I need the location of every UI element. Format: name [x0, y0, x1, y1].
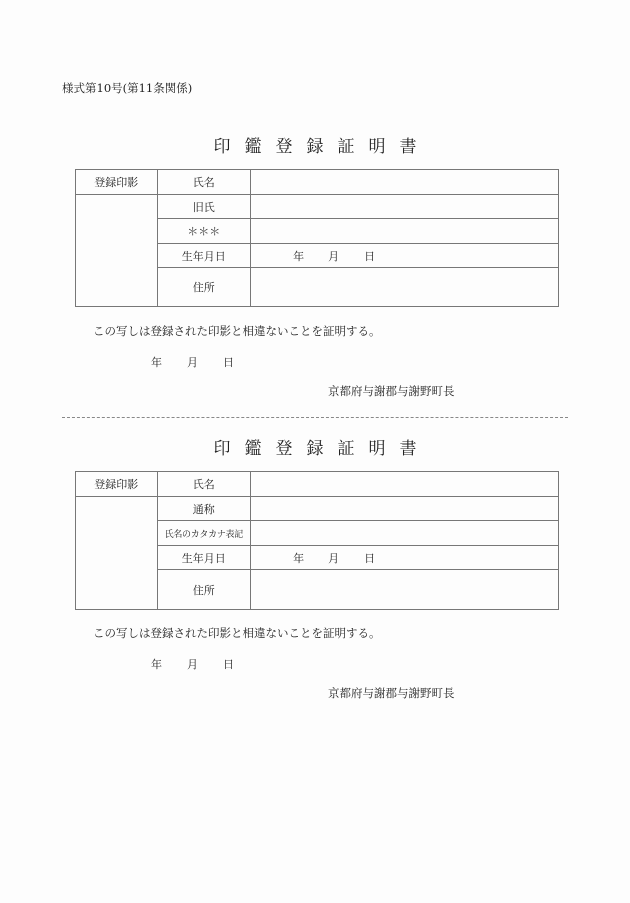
year-label: 年 [293, 249, 305, 263]
issuer-name: 京都府与謝郡与謝野町長 [328, 384, 455, 398]
month-label: 月 [187, 658, 198, 671]
row-value-katakana-name [251, 521, 559, 546]
day-label: 日 [364, 249, 376, 263]
row-value-birthdate [251, 244, 559, 268]
row-label-name: 氏名 [157, 170, 251, 195]
month-label: 月 [187, 356, 198, 369]
row-value-former-surname [251, 195, 559, 219]
row-value-address [251, 570, 559, 610]
cut-line-divider [62, 417, 568, 418]
row-label-birthdate: 生年月日 [157, 546, 251, 570]
day-label: 日 [364, 551, 376, 565]
year-label: 年 [293, 551, 305, 565]
row-value-birthdate [251, 546, 559, 570]
issue-date [151, 656, 234, 672]
day-label: 日 [223, 658, 234, 671]
certificate-table [75, 169, 559, 307]
seal-header: 登録印影 [76, 170, 158, 195]
seal-header: 登録印影 [76, 472, 158, 497]
month-label: 月 [328, 249, 340, 263]
row-label-alias: 通称 [157, 497, 251, 521]
row-value-name [251, 170, 559, 195]
year-label: 年 [151, 658, 162, 671]
certification-statement: この写しは登録された印影と相違ないことを証明する。 [93, 324, 381, 338]
row-label-katakana-name: 氏名のカタカナ表記 [157, 521, 251, 546]
seal-impression-area [76, 497, 158, 610]
seal-impression-area [76, 195, 158, 307]
row-label-name: 氏名 [157, 472, 251, 497]
row-label-address: 住所 [157, 268, 251, 307]
issue-date [151, 354, 234, 370]
year-label: 年 [151, 356, 162, 369]
row-value-name [251, 472, 559, 497]
certificate-title: 印鑑登録証明書 [213, 137, 431, 157]
row-label-former-surname: 旧氏 [157, 195, 251, 219]
form-reference: 様式第10号(第11条関係) [62, 81, 193, 95]
certification-statement: この写しは登録された印影と相違ないことを証明する。 [93, 626, 381, 640]
month-label: 月 [328, 551, 340, 565]
row-value-masked [251, 219, 559, 244]
row-label-birthdate: 生年月日 [157, 244, 251, 268]
row-value-alias [251, 497, 559, 521]
row-label-address: 住所 [157, 570, 251, 610]
issuer-name: 京都府与謝郡与謝野町長 [328, 686, 455, 700]
row-value-address [251, 268, 559, 307]
row-label-masked: ＊＊＊ [157, 219, 251, 244]
certificate-title: 印鑑登録証明書 [213, 439, 431, 459]
day-label: 日 [223, 356, 234, 369]
certificate-table [75, 471, 559, 610]
